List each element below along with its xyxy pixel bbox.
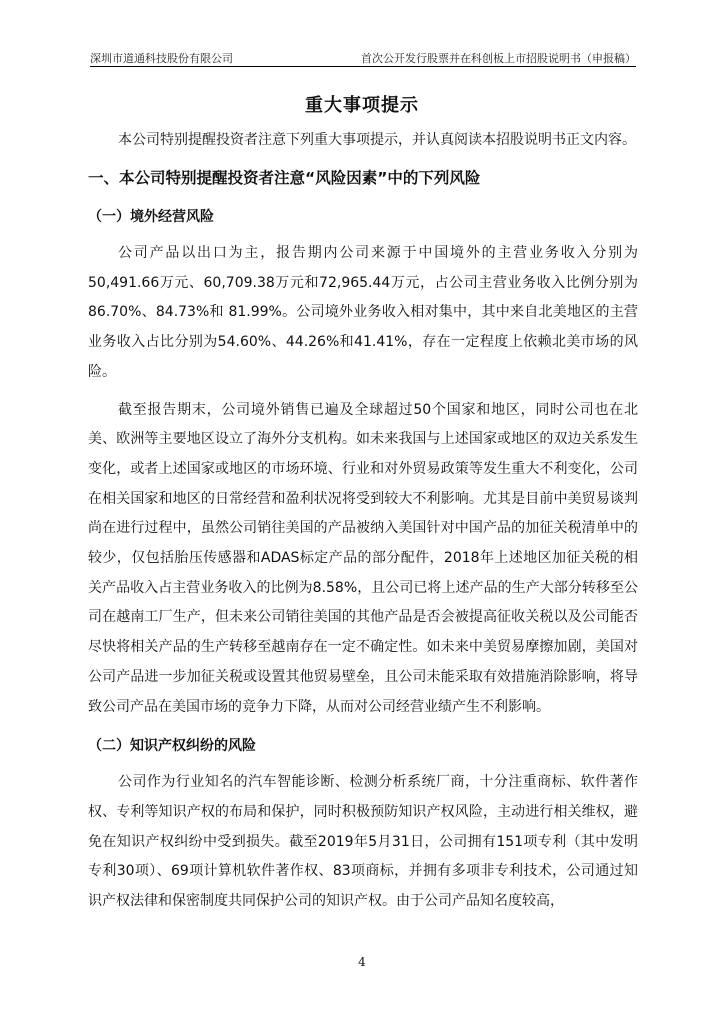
intro-paragraph: 本公司特别提醒投资者注意下列重大事项提示，并认真阅读本招股说明书正文内容。 (118, 132, 636, 148)
paragraph-overseas-revenue: 公司产品以出口为主，报告期内公司来源于中国境外的主营业务收入分别为50,491.66万元、60,709.38万元和72,965.44万元，占公司主营业务收入比例分别为86.70%、84.73%和 81.99%。公司境外业务收入相对集中，其中来自北美地区的主营业务收入占比分别为54.60%、44.26%和41.41%，存在一定程度上依赖北美市场的风险。 (88, 245, 638, 380)
page-number: 4 (358, 955, 366, 969)
page-title: 重大事项提示 (305, 95, 419, 116)
paragraph-ip: 公司作为行业知名的汽车智能诊断、检测分析系统厂商，十分注重商标、软件著作权、专利等知识产权的布局和保护，同时积极预防知识产权风险，主动进行相关维权，避免在知识产权纠纷中受到损失。截至2019年5月31日，公司拥有151项专利（其中发明专利30项）、69项计算机软件著作权、83项商标，并拥有多项非专利技术，公司通过知识产权法律和保密制度共同保护公司的知识产权。由于公司产品知名度较高， (88, 774, 638, 910)
header-doc-title: 首次公开发行股票并在科创板上市招股说明书（申报稿） (361, 52, 636, 65)
subsection-heading-overseas: （一）境外经营风险 (88, 209, 214, 225)
section-heading-risks: 一、本公司特别提醒投资者注意“风险因素”中的下列风险 (88, 169, 481, 187)
body-content (88, 126, 638, 917)
header-company: 深圳市道通科技股份有限公司 (90, 52, 233, 65)
paragraph-overseas-trade: 截至报告期末，公司境外销售已遍及全球超过50个国家和地区，同时公司也在北美、欧洲等主要地区设立了海外分支机构。如未来我国与上述国家或地区的双边关系发生变化，或者上述国家或地区的市场环境、行业和对外贸易政策等发生重大不利变化，公司在相关国家和地区的日常经营和盈利状况将受到较大不利影响。尤其是目前中美贸易谈判尚在进行过程中，虽然公司销往美国的产品被纳入美国针对中国产品的加征关税清单中的较少，仅包括胎压传感器和ADAS标定产品的部分配件，2018年上述地区加征关税的相关产品收入占主营业务收入的比例为8.58%，且公司已将上述产品的生产大部分转移至公司在越南工厂生产，但未来公司销往美国的其他产品是否会被提高征收关税以及公司能否尽快将相关产品的生产转移至越南存在一定不确定性。如未来中美贸易摩擦加剧，美国对公司产品进一步加征关税或设置其他贸易壁垒，且公司未能采取有效措施消除影响，将导致公司产品在美国市场的竞争力下降，从而对公司经营业绩产生不利影响。 (88, 401, 638, 715)
running-header (90, 48, 636, 67)
subsection-heading-ip: （二）知识产权纠纷的风险 (88, 738, 256, 755)
